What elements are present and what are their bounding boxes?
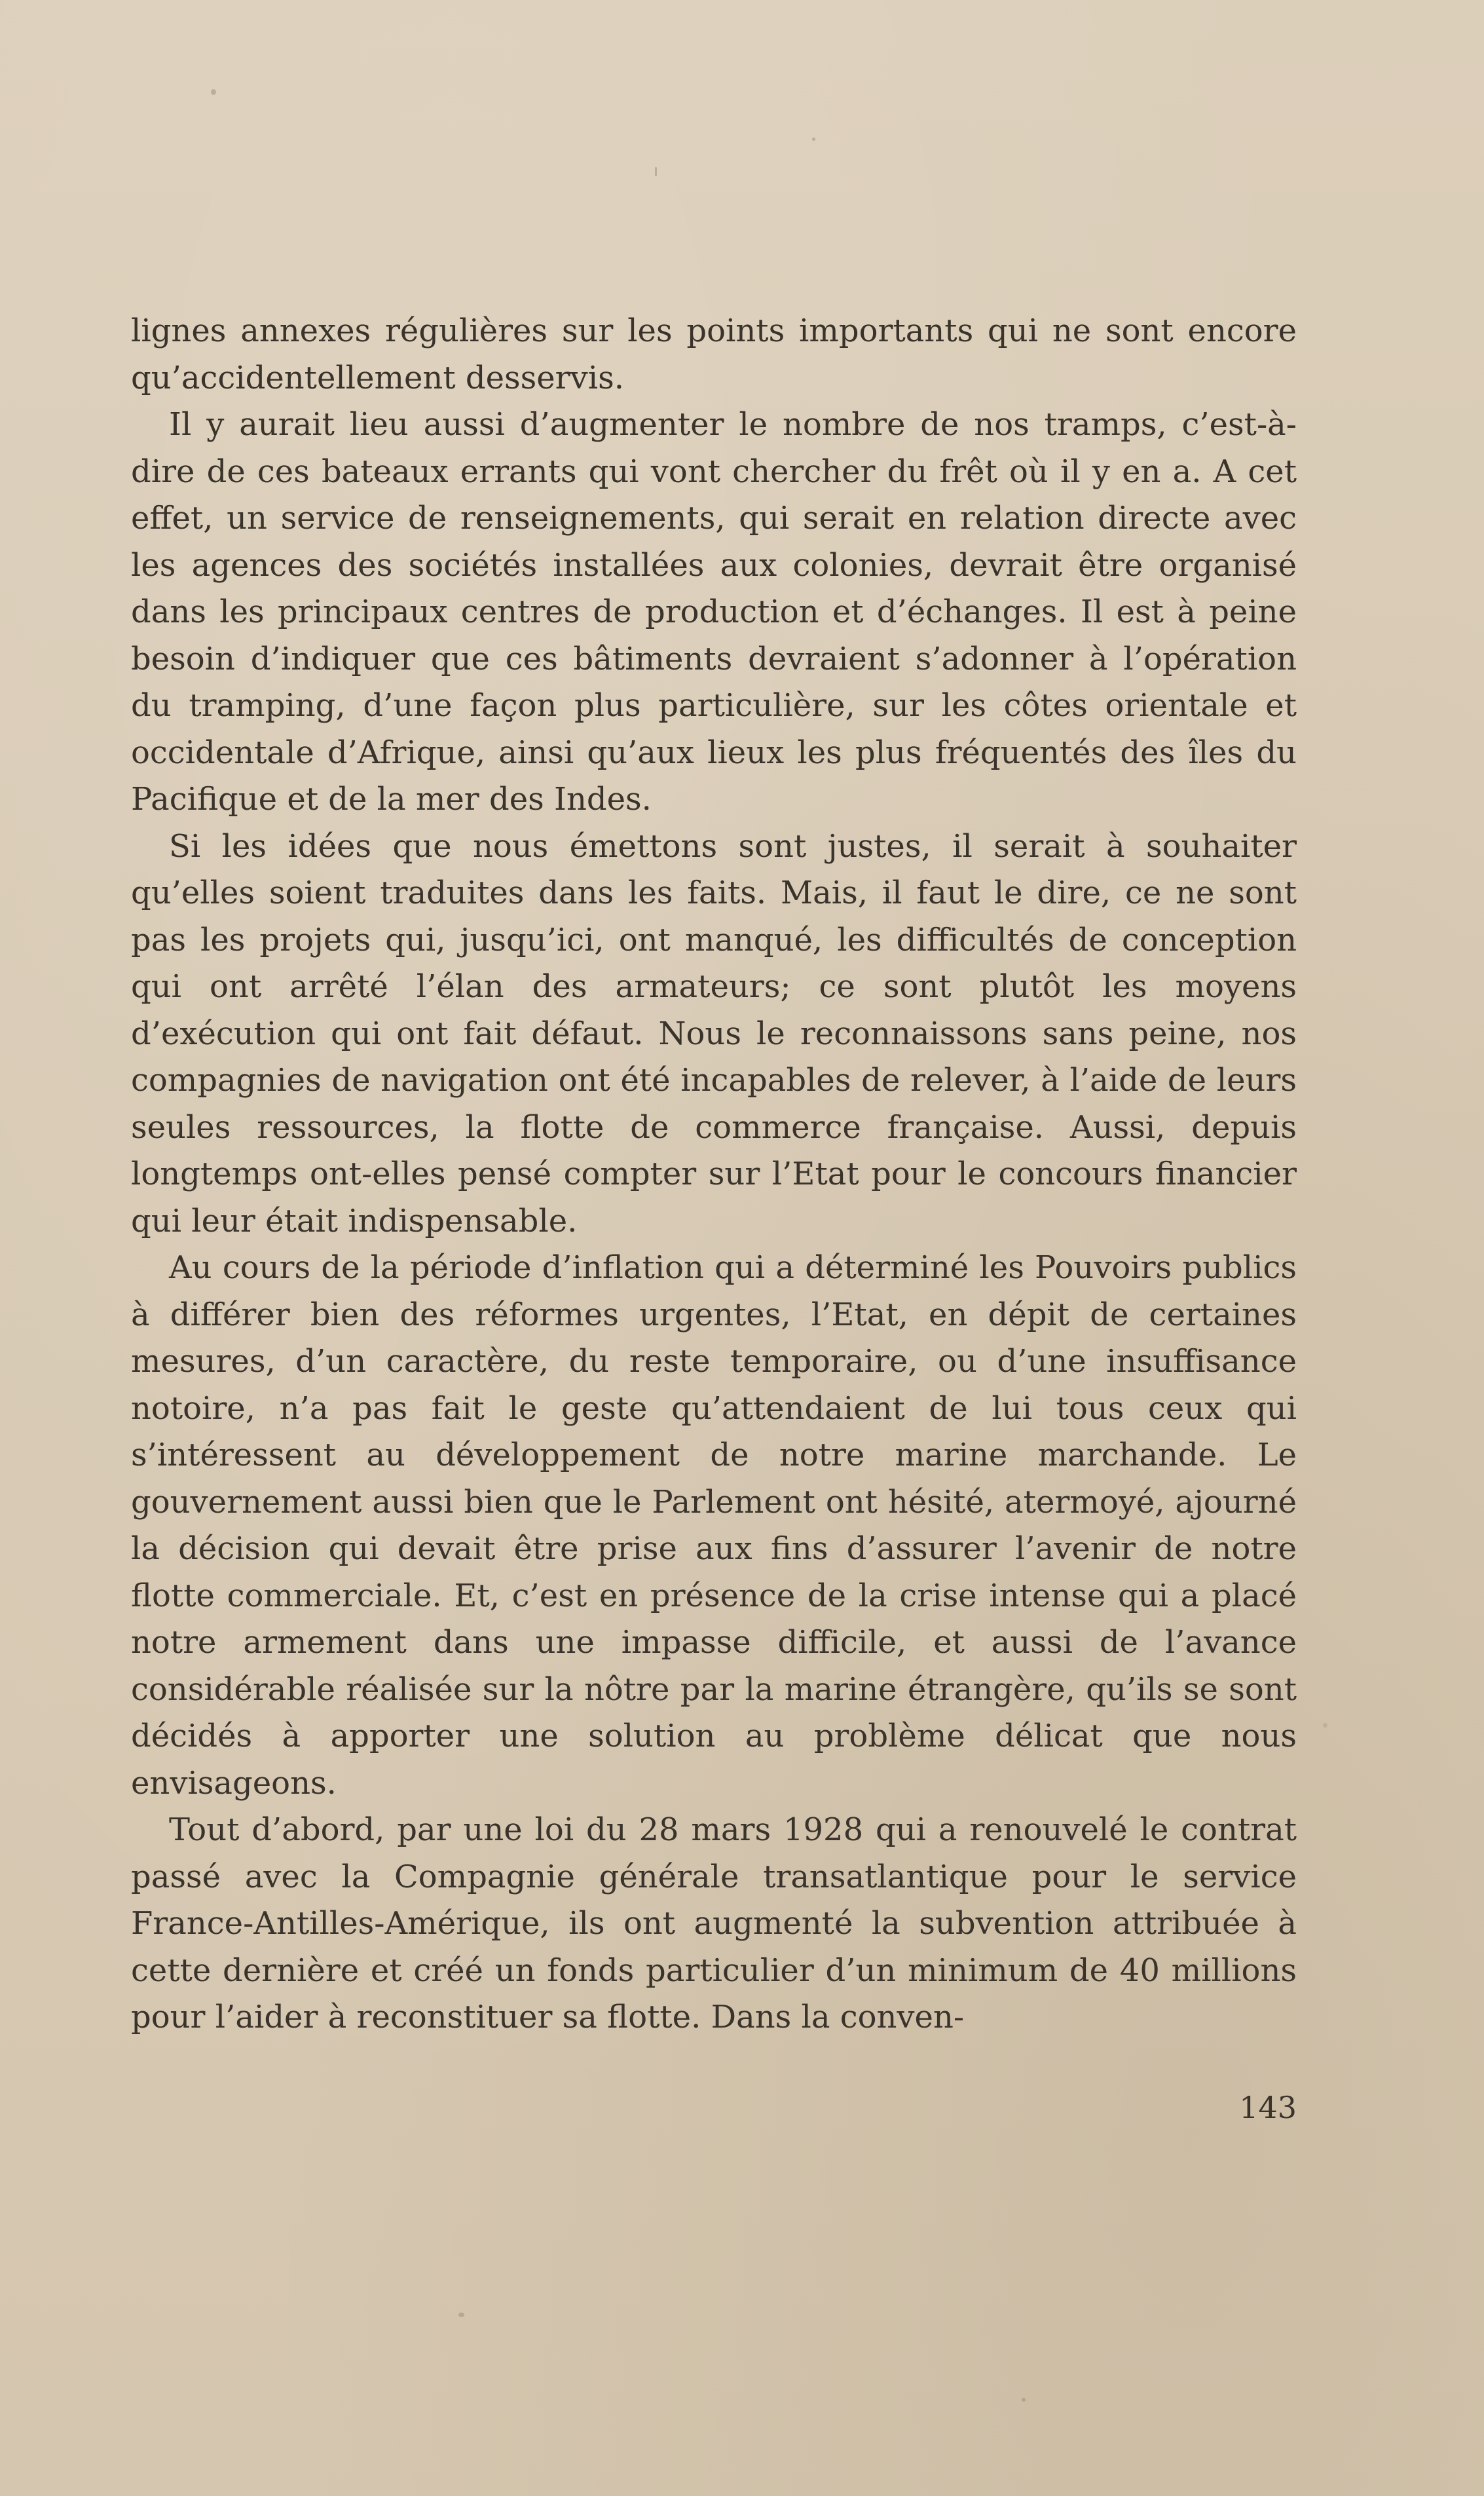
- paragraph-1: lignes annexes régulières sur les points importants qui ne sont encore qu’accidentellement desservis.: [131, 312, 1297, 396]
- paragraph-3: Si les idées que nous émettons sont justes, il serait à souhaiter qu’elles soient traduites dans les faits. Mais, il faut le dire, ce ne sont pas les projets qui, jusqu’ici, ont manqué, les difficultés de conception qui ont arrêté l’élan des armateurs; ce sont plutôt les moyens d’exécution qui ont fait défaut. Nous le reconnaissons sans peine, nos compagnies de navigation ont été incapables de relever, à l’aide de leurs seules ressources, la flotte de commerce française. Aussi, depuis longtemps ont-elles pensé compter sur l’Etat pour le concours financier qui leur était indispensable.: [131, 827, 1297, 1239]
- paragraph-5: Tout d’abord, par une loi du 28 mars 1928 qui a renouvelé le contrat passé avec la Compagnie générale transatlantique pour le service France-Antilles-Amérique, ils ont augmenté la subvention attribuée à cette dernière et créé un fonds particulier d’un minimum de 40 millions pour l’aider à reconstituer sa flotte. Dans la conven-: [131, 1811, 1297, 2035]
- paper-speck: [655, 167, 657, 176]
- paper-speck: [458, 2313, 464, 2317]
- paragraph-2: Il y aurait lieu aussi d’augmenter le nombre de nos tramps, c’est-à-dire de ces bateaux errants qui vont chercher du frêt où il y en a. A cet effet, un service de renseignements, qui serait en relation directe avec les agences des sociétés installées aux colonies, devrait être organisé dans les principaux centres de production et d’échanges. Il est à peine besoin d’indiquer que ces bâtiments devraient s’adonner à l’opération du tramping, d’une façon plus particulière, sur les côtes orientale et occidentale d’Afrique, ainsi qu’aux lieux les plus fréquentés des îles du Pacifique et de la mer des Indes.: [131, 406, 1297, 818]
- paper-speck: [812, 138, 815, 141]
- paragraph-4: Au cours de la période d’inflation qui a déterminé les Pouvoirs publics à différer bien des réformes urgentes, l’Etat, en dépit de certaines mesures, d’un caractère, du reste temporaire, ou d’une insuffisance notoire, n’a pas fait le geste qu’attendaient de lui tous ceux qui s’intéressent au développement de notre marine marchande. Le gouvernement aussi bien que le Parlement ont hésité, atermoyé, ajourné la décision qui devait être prise aux fins d’assurer l’avenir de notre flotte commerciale. Et, c’est en présence de la crise intense qui a placé notre armement dans une impasse difficile, et aussi de l’avance considérable réalisée sur la nôtre par la marine étrangère, qu’ils se sont décidés à apporter une solution au problème délicat que nous envisageons.: [131, 1249, 1297, 1802]
- body-text: [131, 308, 1297, 2041]
- paper-speck: [1022, 2398, 1026, 2402]
- page-number: 143: [1239, 2090, 1297, 2125]
- paper-speck: [211, 89, 216, 95]
- paper-speck: [1323, 1723, 1327, 1728]
